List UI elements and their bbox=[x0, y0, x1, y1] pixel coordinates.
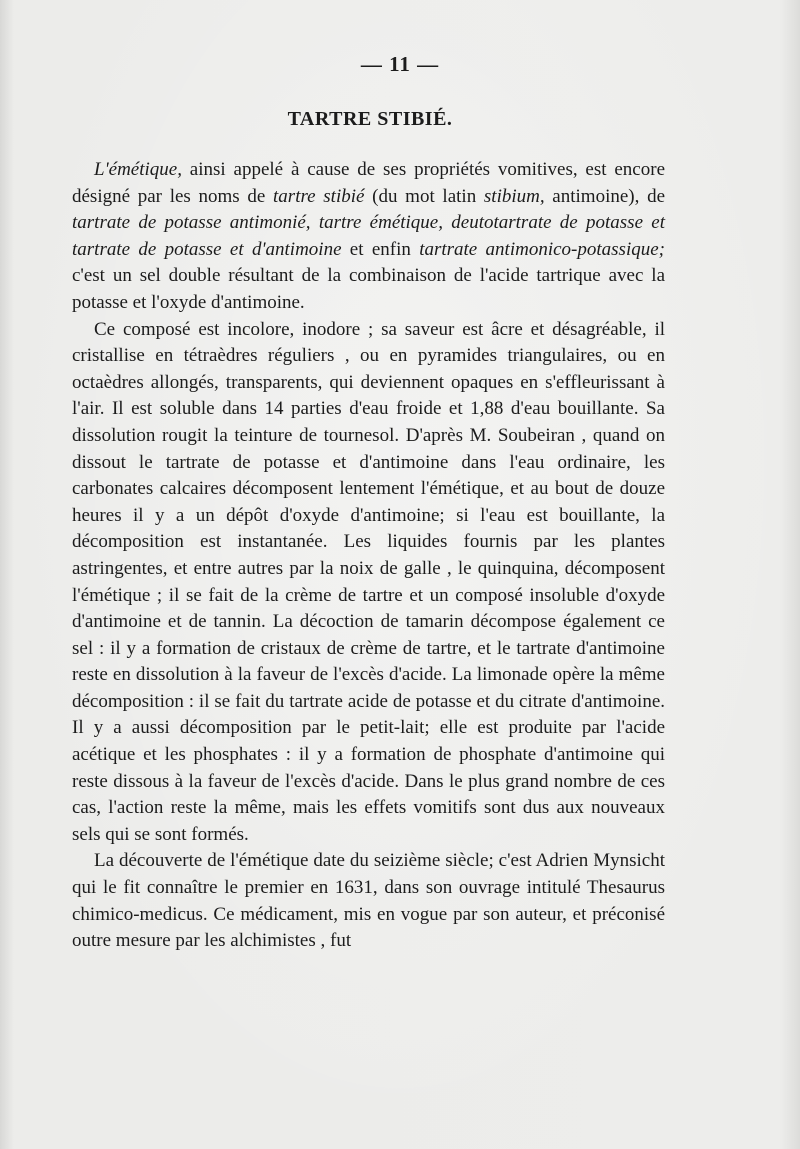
paragraph bbox=[72, 317, 665, 849]
text-run: Ce composé est incolore, inodore ; sa saveur est âcre et désagréable, il cristallise en tétraèdres réguliers , ou en pyramides triangulaires, ou en octaèdres allongés, transparents, qui deviennent opaques en s'effleurissant à l'air. Il est soluble dans 14 parties d'eau froide et 1,88 d'eau bouillante. Sa dissolution rougit la teinture de tournesol. D'après M. Soubeiran , quand on dissout le tartrate de potasse et d'antimoine dans l'eau ordinaire, les carbonates calcaires décomposent lentement l'émétique, et au bout de douze heures il y a un dépôt d'oxyde d'antimoine; si l'eau est bouillante, la décomposition est instantanée. Les liquides fournis par les plantes astringentes, et entre autres par la noix de galle , le quinquina, décomposent l'émétique ; il se fait de la crème de tartre et un composé insoluble d'oxyde d'antimoine et de tannin. La décoction de tamarin décompose également ce sel : il y a formation de cristaux de crème de tartre, et le tartrate d'antimoine reste en dissolution à la faveur de l'excès d'acide. La limonade opère la même décomposition : il se fait du tartrate acide de potasse et du citrate d'antimoine. Il y a aussi décomposition par le petit-lait; elle est produite par l'acide acétique et les phosphates : il y a formation de phosphate d'antimoine qui reste dissous à la faveur de l'excès d'acide. Dans le plus grand nombre de ces cas, l'action reste la même, mais les effets vomitifs sont dus aux nouveaux sels qui se sont formés. bbox=[72, 318, 665, 845]
text-run: (du mot latin bbox=[364, 185, 484, 207]
paragraph bbox=[72, 157, 665, 317]
italic-text: tartrate de potasse antimonié, tartre émétique, deutotartrate de potasse et tartrate de potasse et d'antimoine bbox=[72, 212, 665, 260]
text-run: ainsi appelé à cause de ses propriétés vomitives, est encore désigné par les noms de bbox=[72, 159, 665, 207]
text-run: c'est un sel double résultant de la combinaison de l'acide tartrique avec la potasse et l'oxyde d'antimoine. bbox=[72, 265, 665, 313]
italic-text: stibium, bbox=[483, 185, 545, 207]
italic-text: L'émétique, bbox=[94, 159, 182, 180]
paragraph bbox=[72, 848, 665, 954]
italic-text: tartre stibié bbox=[273, 185, 365, 207]
body-text bbox=[72, 157, 665, 955]
text-run: La découverte de l'émétique date du seizième siècle; c'est Adrien Mynsicht qui le fit connaître le premier en 1631, dans son ouvrage intitulé Thesaurus chimico-medicus. Ce médicament, mis en vogue par son auteur, et préconisé outre mesure par les alchimistes , fut bbox=[72, 850, 665, 952]
text-run: antimoine), de bbox=[544, 185, 665, 207]
section-heading: TARTRE STIBIÉ. bbox=[287, 108, 453, 130]
page-number: — 11 — bbox=[360, 52, 440, 76]
text-run: et enfin bbox=[341, 238, 420, 260]
italic-text: tartrate antimonico-potassique; bbox=[419, 238, 665, 260]
